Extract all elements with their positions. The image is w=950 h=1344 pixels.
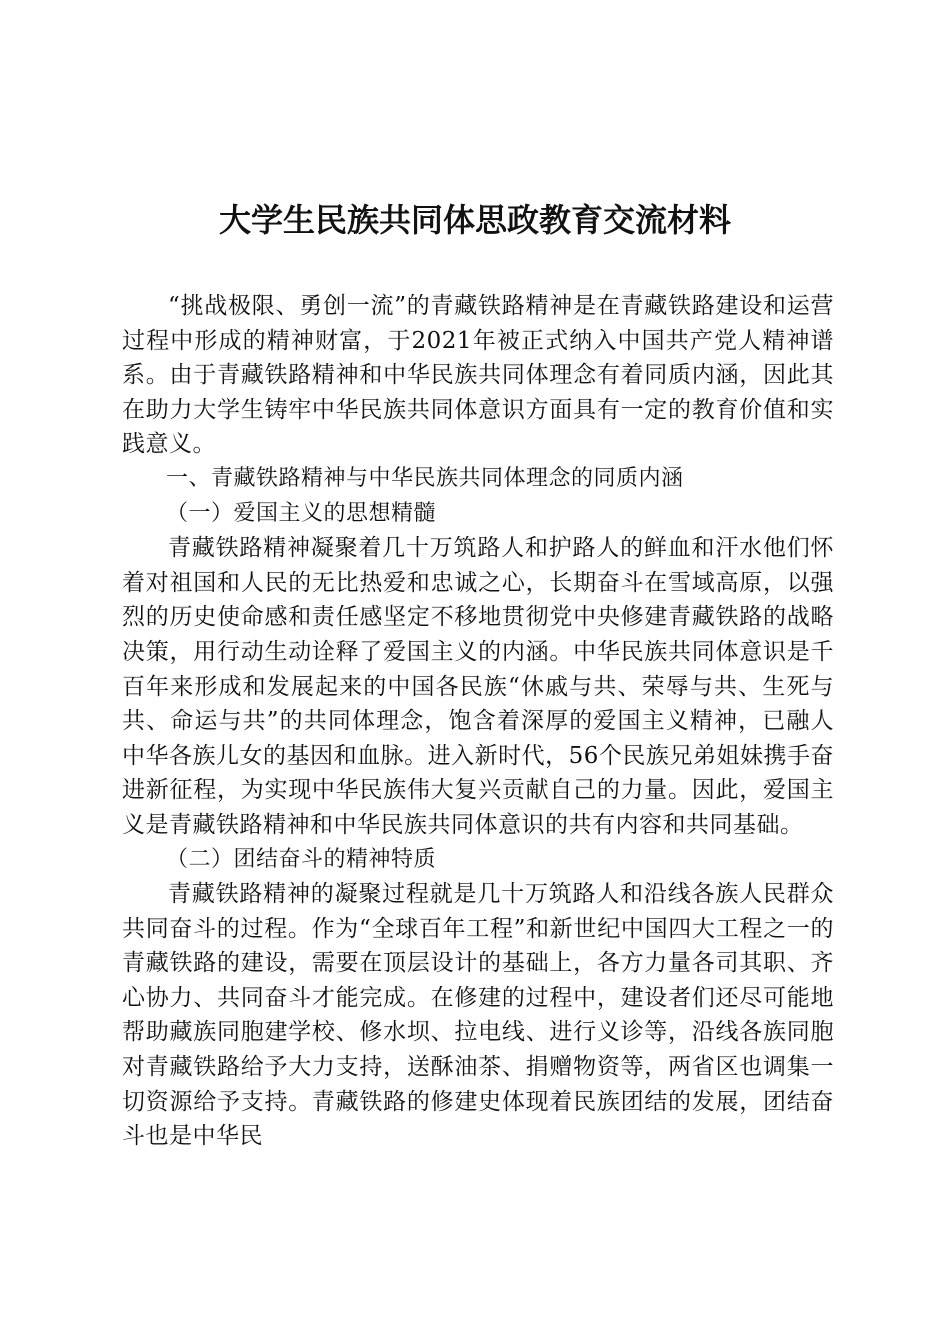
subsection-paragraph-1: 青藏铁路精神凝聚着几十万筑路人和护路人的鲜血和汗水他们怀着对祖国和人民的无比热爱和忠诚之心，长期奋斗在雪域高原，以强烈的历史使命感和责任感坚定不移地贯彻党中央修建青藏铁路的战略决策，用行动生动诠释了爱国主义的内涵。中华民族共同体意识是千百年来形成和发展起来的中国各民族“休戚与共、荣辱与共、生死与共、命运与共”的共同体理念，饱含着深厚的爱国主义精神，已融人中华各族儿女的基因和血脉。进入新时代，56个民族兄弟姐妹携手奋进新征程，为实现中华民族伟大复兴贡献自己的力量。因此，爱国主义是青藏铁路精神和中华民族共同体意识的共有内容和共同基础。	[122, 535, 834, 838]
intro-paragraph: “挑战极限、勇创一流”的青藏铁路精神是在青藏铁路建设和运营过程中形成的精神财富，于2021年被正式纳入中国共产党人精神谱系。由于青藏铁路精神和中华民族共同体理念有着同质内涵，因此其在助力大学生铸牢中华民族共同体意识方面具有一定的教育价值和实践意义。	[122, 293, 834, 458]
section-heading: 一、青藏铁路精神与中华民族共同体理念的同质内涵	[166, 465, 684, 491]
document-title: 大学生民族共同体思政教育交流材料	[218, 201, 731, 239]
subsection-heading-1: （一）爱国主义的思想精髓	[166, 500, 437, 526]
document-body	[122, 289, 834, 1154]
subsection-paragraph-2: 青藏铁路精神的凝聚过程就是几十万筑路人和沿线各族人民群众共同奋斗的过程。作为“全球百年工程”和新世纪中国四大工程之一的青藏铁路的建设，需要在顶层设计的基础上，各方力量各司其职、齐心协力、共同奋斗才能完成。在修建的过程中，建设者们还尽可能地帮助藏族同胞建学校、修水坝、拉电线、进行义诊等，沿线各族同胞对青藏铁路给予大力支持，送酥油茶、捐赠物资等，两省区也调集一切资源给予支持。青藏铁路的修建史体现着民族团结的发展，团结奋斗也是中华民	[122, 881, 834, 1150]
subsection-heading-2: （二）团结奋斗的精神特质	[166, 846, 437, 872]
